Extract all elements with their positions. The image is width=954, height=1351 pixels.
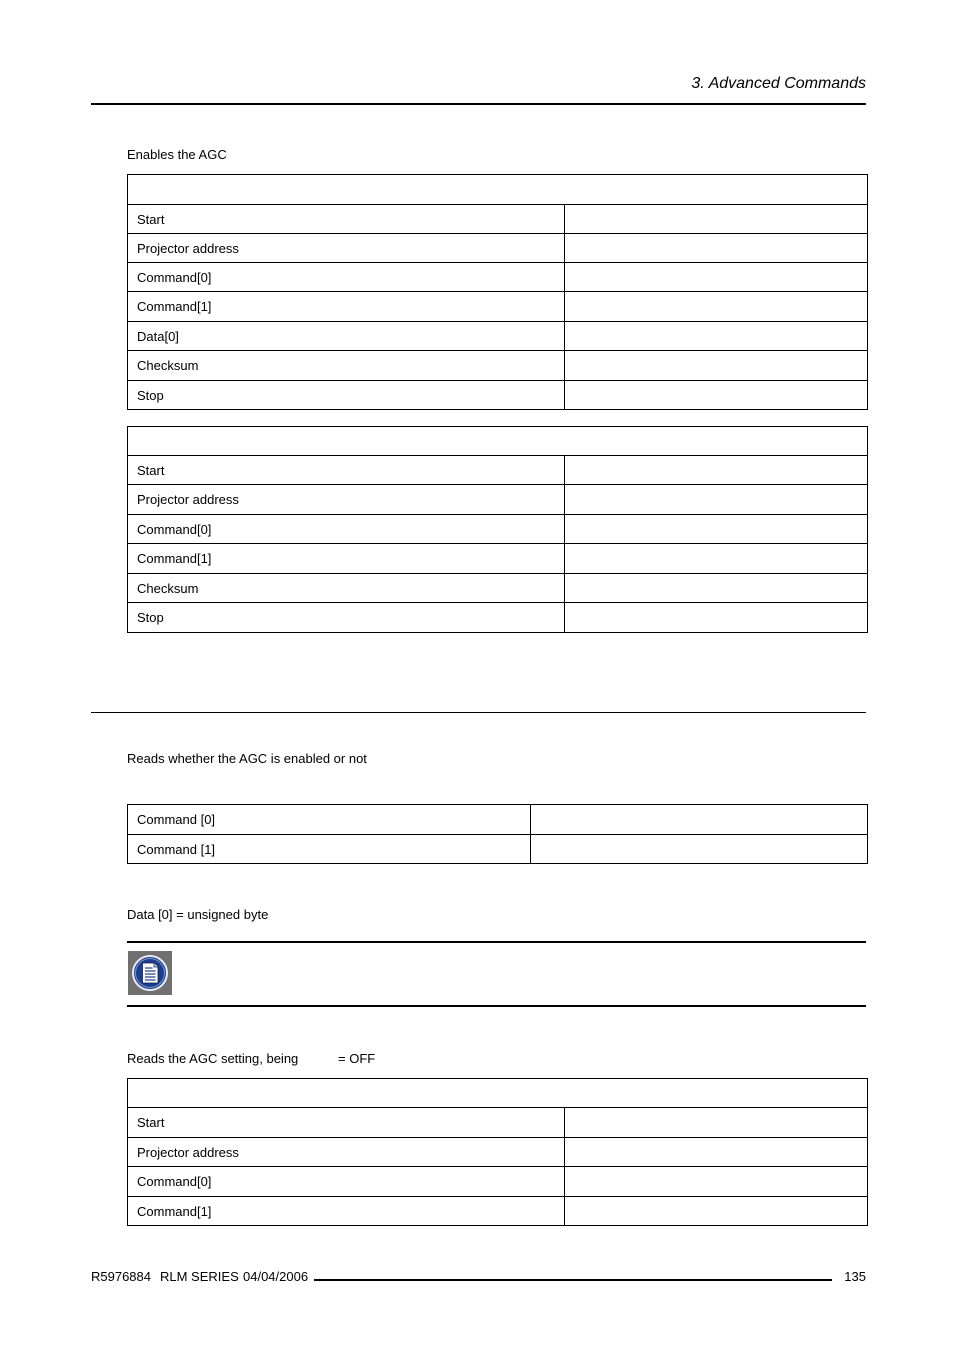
table-row: Projector address bbox=[128, 234, 868, 263]
table-row: Command[1] bbox=[128, 1197, 868, 1226]
table-header-row bbox=[128, 427, 868, 456]
note-top-rule bbox=[127, 941, 866, 943]
table-row: Projector address bbox=[128, 485, 868, 515]
table-row: Command[0] bbox=[128, 263, 868, 292]
footer-series: RLM SERIES bbox=[160, 1269, 239, 1284]
chapter-title: 3. Advanced Commands bbox=[691, 75, 866, 92]
table-row: Checksum bbox=[128, 574, 868, 603]
page-number: 135 bbox=[844, 1269, 866, 1284]
table-row: Start bbox=[128, 1108, 868, 1138]
command-table-1 bbox=[127, 174, 868, 410]
note-bottom-rule bbox=[127, 1005, 866, 1007]
command-table-2 bbox=[127, 426, 868, 633]
footer-rule bbox=[314, 1279, 832, 1281]
section-divider bbox=[91, 712, 866, 713]
table-row: Data[0] bbox=[128, 322, 868, 351]
table-header-row bbox=[128, 175, 868, 205]
note-icon bbox=[128, 951, 172, 995]
table-row: Command[0] bbox=[128, 515, 868, 544]
example-text-b: = OFF bbox=[338, 1051, 376, 1066]
table-row: Start bbox=[128, 205, 868, 234]
table-row: Stop bbox=[128, 381, 868, 410]
table-row: Command [1] bbox=[128, 835, 868, 864]
data-type-note: Data [0] = unsigned byte bbox=[127, 907, 269, 922]
table-row: Start bbox=[128, 456, 868, 485]
document-icon bbox=[128, 951, 172, 995]
table-row: Command[1] bbox=[128, 292, 868, 322]
section2-description: Reads whether the AGC is enabled or not bbox=[127, 751, 367, 766]
table-row: Command[0] bbox=[128, 1167, 868, 1197]
footer-date: 04/04/2006 bbox=[243, 1269, 309, 1284]
example-text-a: Reads the AGC setting, being bbox=[127, 1051, 299, 1066]
table-row: Projector address bbox=[128, 1138, 868, 1167]
footer-doc-id: R5976884 bbox=[91, 1269, 151, 1284]
command-table-3 bbox=[127, 1078, 868, 1226]
section1-description: Enables the AGC bbox=[127, 147, 227, 162]
table-row: Command [0] bbox=[128, 805, 868, 835]
table-row: Command[1] bbox=[128, 544, 868, 574]
header-rule bbox=[91, 103, 866, 105]
command-code-table bbox=[127, 804, 868, 864]
table-row: Stop bbox=[128, 603, 868, 633]
table-row: Checksum bbox=[128, 351, 868, 381]
table-header-row bbox=[128, 1079, 868, 1108]
